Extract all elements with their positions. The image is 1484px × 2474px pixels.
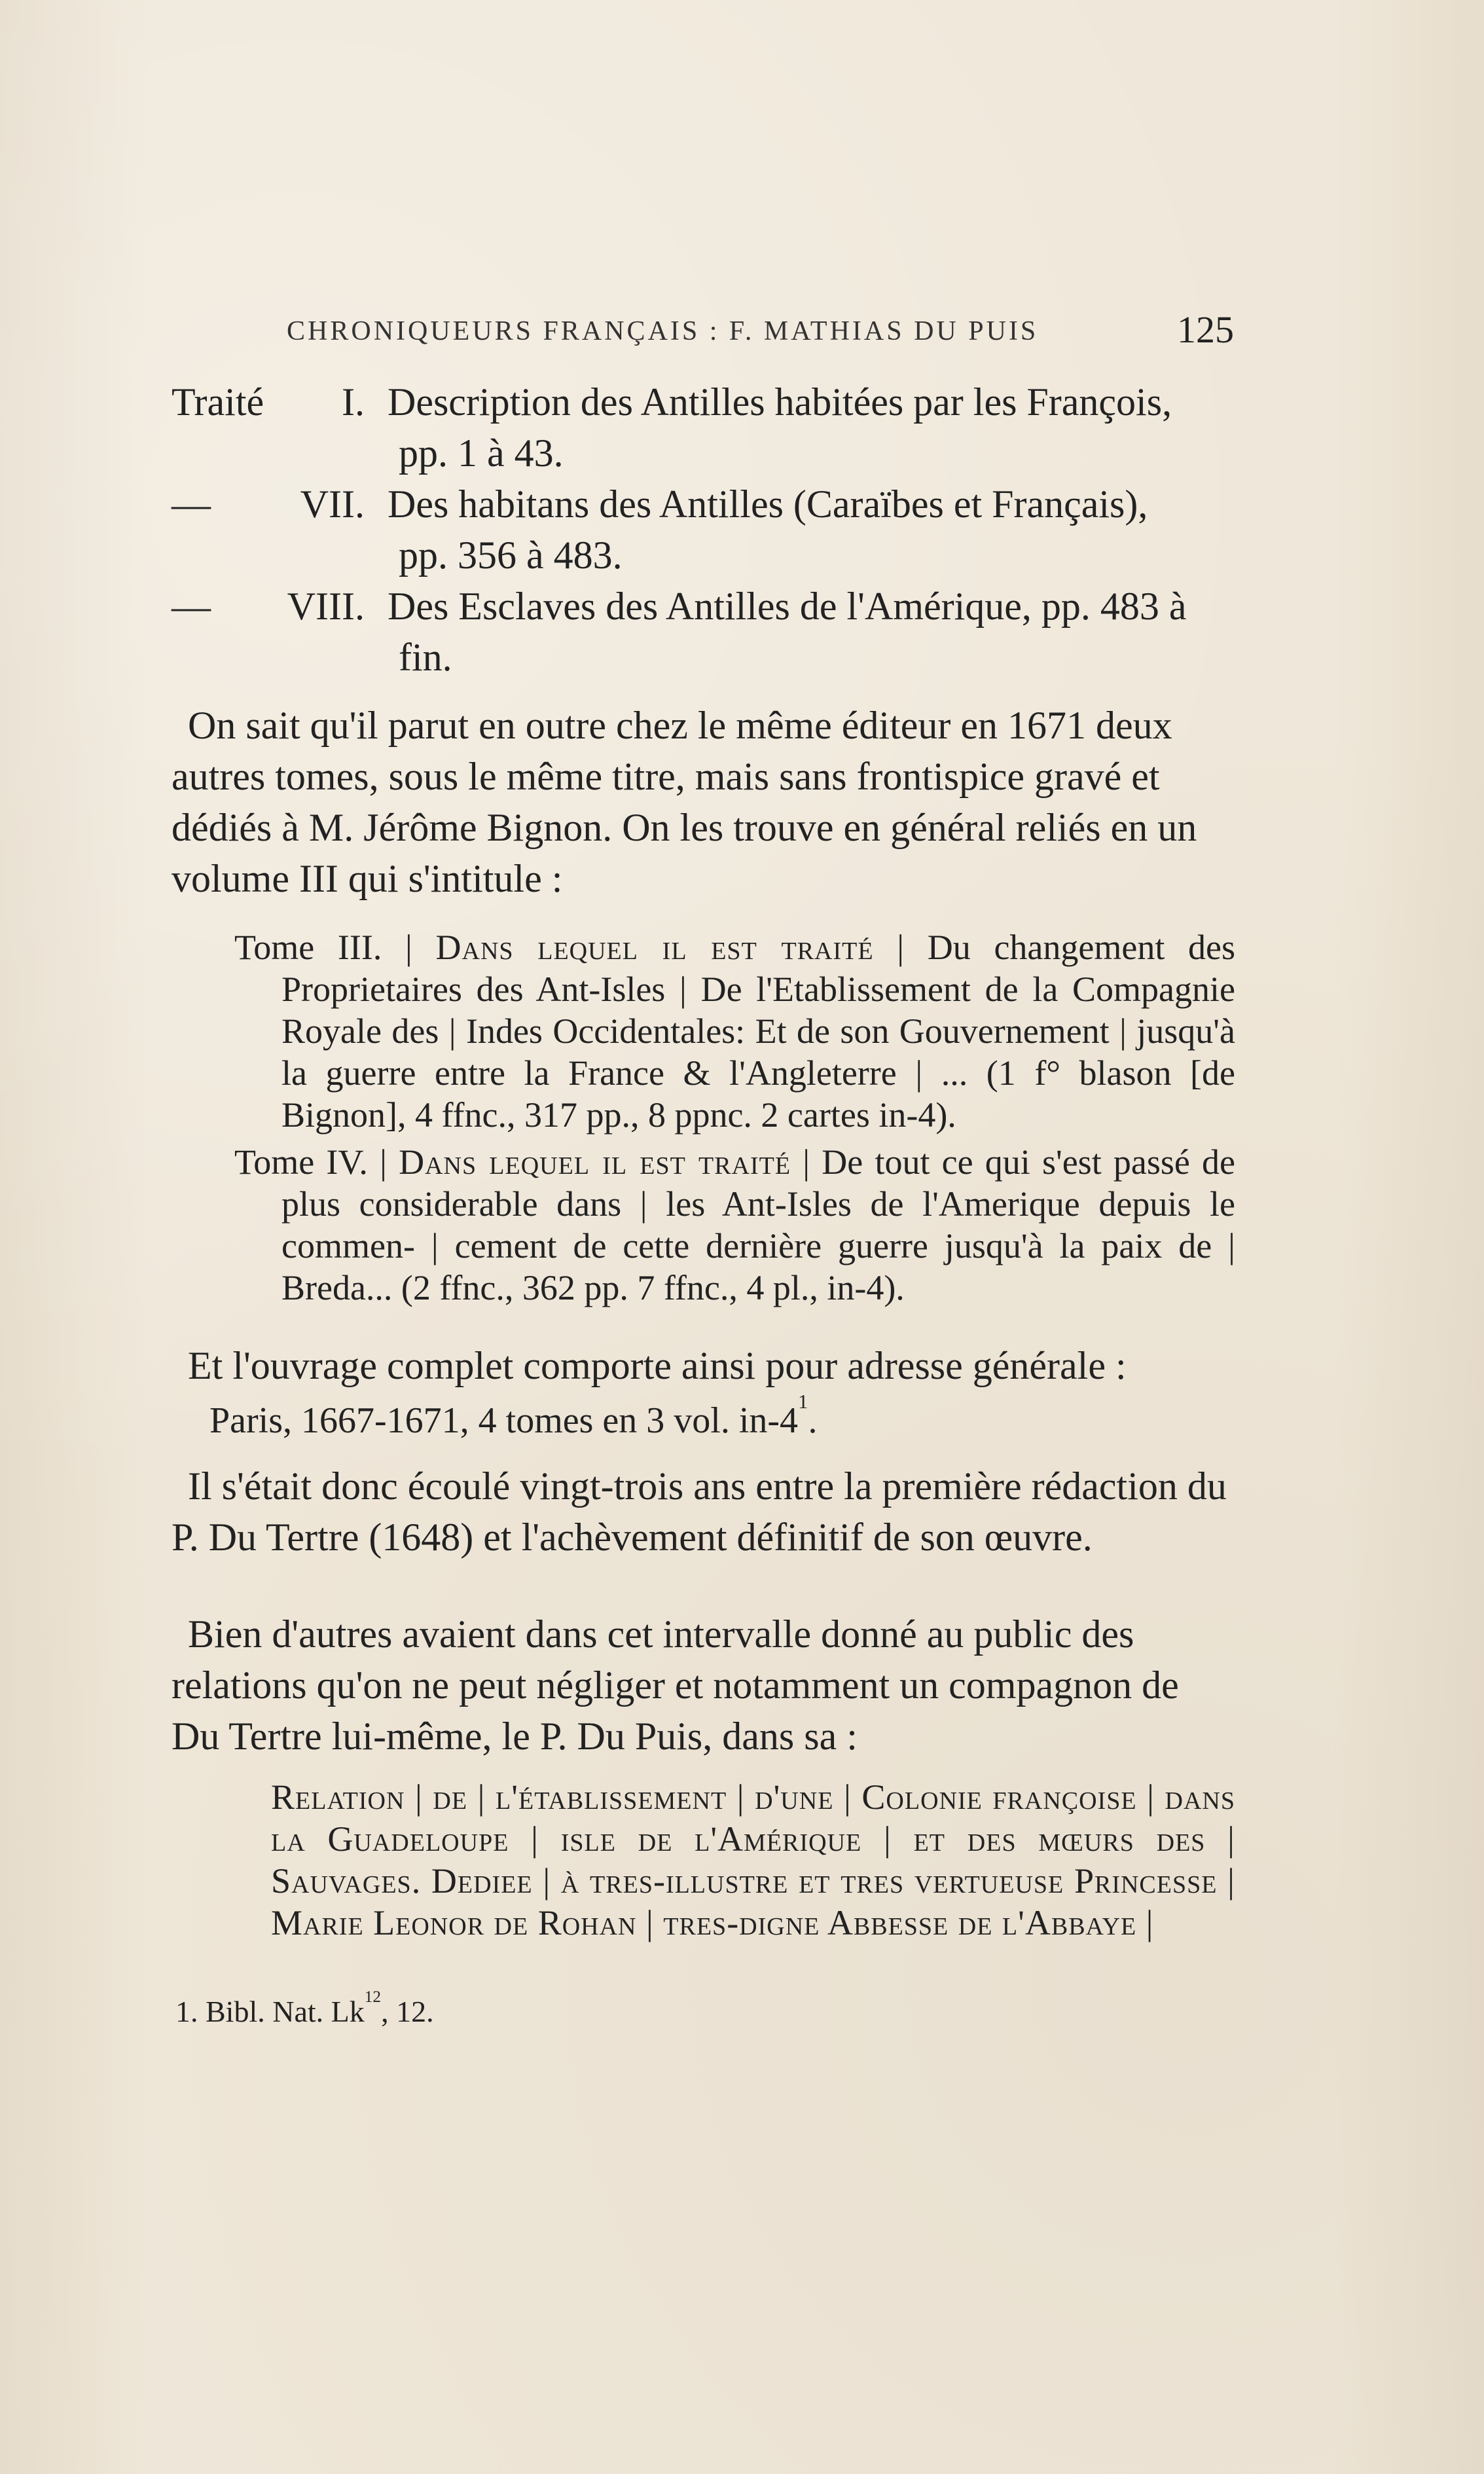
running-head: CHRONIQUEURS FRANÇAIS : F. MATHIAS DU PUIS (287, 316, 1039, 346)
toc-label: — (172, 585, 211, 628)
address-line (172, 1391, 1235, 1444)
tome-entry (219, 926, 1235, 1136)
footnote-text: Bibl. Nat. Lk (206, 1995, 365, 2028)
toc-text: Des Esclaves des Antilles de l'Amérique, pp. 483 à (388, 585, 1187, 628)
address-end: . (808, 1400, 818, 1441)
paragraph: Bien d'autres avaient dans cet intervalle donné au public des relations qu'on ne peut négliger et notamment un compagnon de Du Tertre lui-même, le P. Du Puis, dans sa : (172, 1612, 1179, 1758)
page-number: 125 (1177, 308, 1234, 351)
paragraph: On sait qu'il parut en outre chez le même éditeur en 1671 deux autres tomes, sous le même titre, mais sans frontispice gravé et dédiés à M. Jérôme Bignon. On les trouve en général reliés en un volume III qui s'intitule : (172, 704, 1197, 900)
tome-title: Tome III. | (234, 928, 436, 967)
tome-title: Tome IV. | (234, 1142, 399, 1182)
footnote-text-end: , 12. (381, 1995, 434, 2028)
paragraph: Il s'était donc écoulé vingt-trois ans entre la première rédaction du P. Du Tertre (1648) et l'achèvement définitif de son œuvre. (172, 1464, 1227, 1559)
toc-entry (172, 479, 1235, 581)
footnote-number: 1. (175, 1995, 198, 2028)
toc-numeral: VII. (300, 482, 365, 526)
toc-continuation: pp. 356 à 483. (399, 534, 623, 577)
main-content (172, 376, 1235, 1979)
relation-title: Relation | de | l'établissement | d'une | Colonie françoise | dans la Guadeloupe | isle de l'Amérique | et des mœurs des | Sauvages. Dediee | à tres-illustre et tres vertueuse Princesse | Marie Leonor de Rohan | tres-digne Abbesse de l'Abbaye | (271, 1777, 1235, 1942)
toc-numeral: VIII. (287, 585, 365, 628)
tome-entry (219, 1141, 1235, 1309)
toc-entry (172, 376, 1235, 479)
tome-subtitle: Dans lequel il est traité (399, 1142, 791, 1182)
toc-label: Traité (172, 380, 264, 424)
toc-numeral: I. (342, 380, 365, 424)
footnote-superscript: 12 (364, 1987, 382, 2006)
footnote (175, 1987, 434, 2029)
toc-text: Des habitans des Antilles (Caraïbes et Français), (388, 482, 1148, 526)
toc-entry (172, 581, 1235, 683)
toc-label: — (172, 482, 211, 526)
tome-description: | De tout ce qui s'est passé de plus considerable dans | les Ant-Isles de l'Amerique depuis le commen- | cement de cette dernière guerre jusqu'à la paix de | Breda... (2 ffnc., 362 pp. 7 ffnc., 4 pl., in-4). (281, 1142, 1236, 1307)
footnote-marker: 1 (798, 1391, 808, 1413)
toc-continuation: fin. (399, 636, 452, 679)
tome-description: | Du changement des Proprietaires des Ant-Isles | De l'Etablissement de la Compagnie Royale des | Indes Occidentales: Et de son Gouvernement | jusqu'à la guerre entre la France & l'Angleterre | ... (1 f° blason [de Bignon], 4 ffnc., 317 pp., 8 ppnc. 2 cartes in-4). (281, 928, 1236, 1135)
toc-text: Description des Antilles habitées par les François, (388, 380, 1172, 424)
toc-continuation: pp. 1 à 43. (399, 431, 564, 475)
address-text: Paris, 1667-1671, 4 tomes en 3 vol. in-4 (209, 1400, 799, 1441)
tome-subtitle: Dans lequel il est traité (435, 928, 874, 967)
paragraph: Et l'ouvrage complet comporte ainsi pour adresse générale : (188, 1344, 1127, 1387)
